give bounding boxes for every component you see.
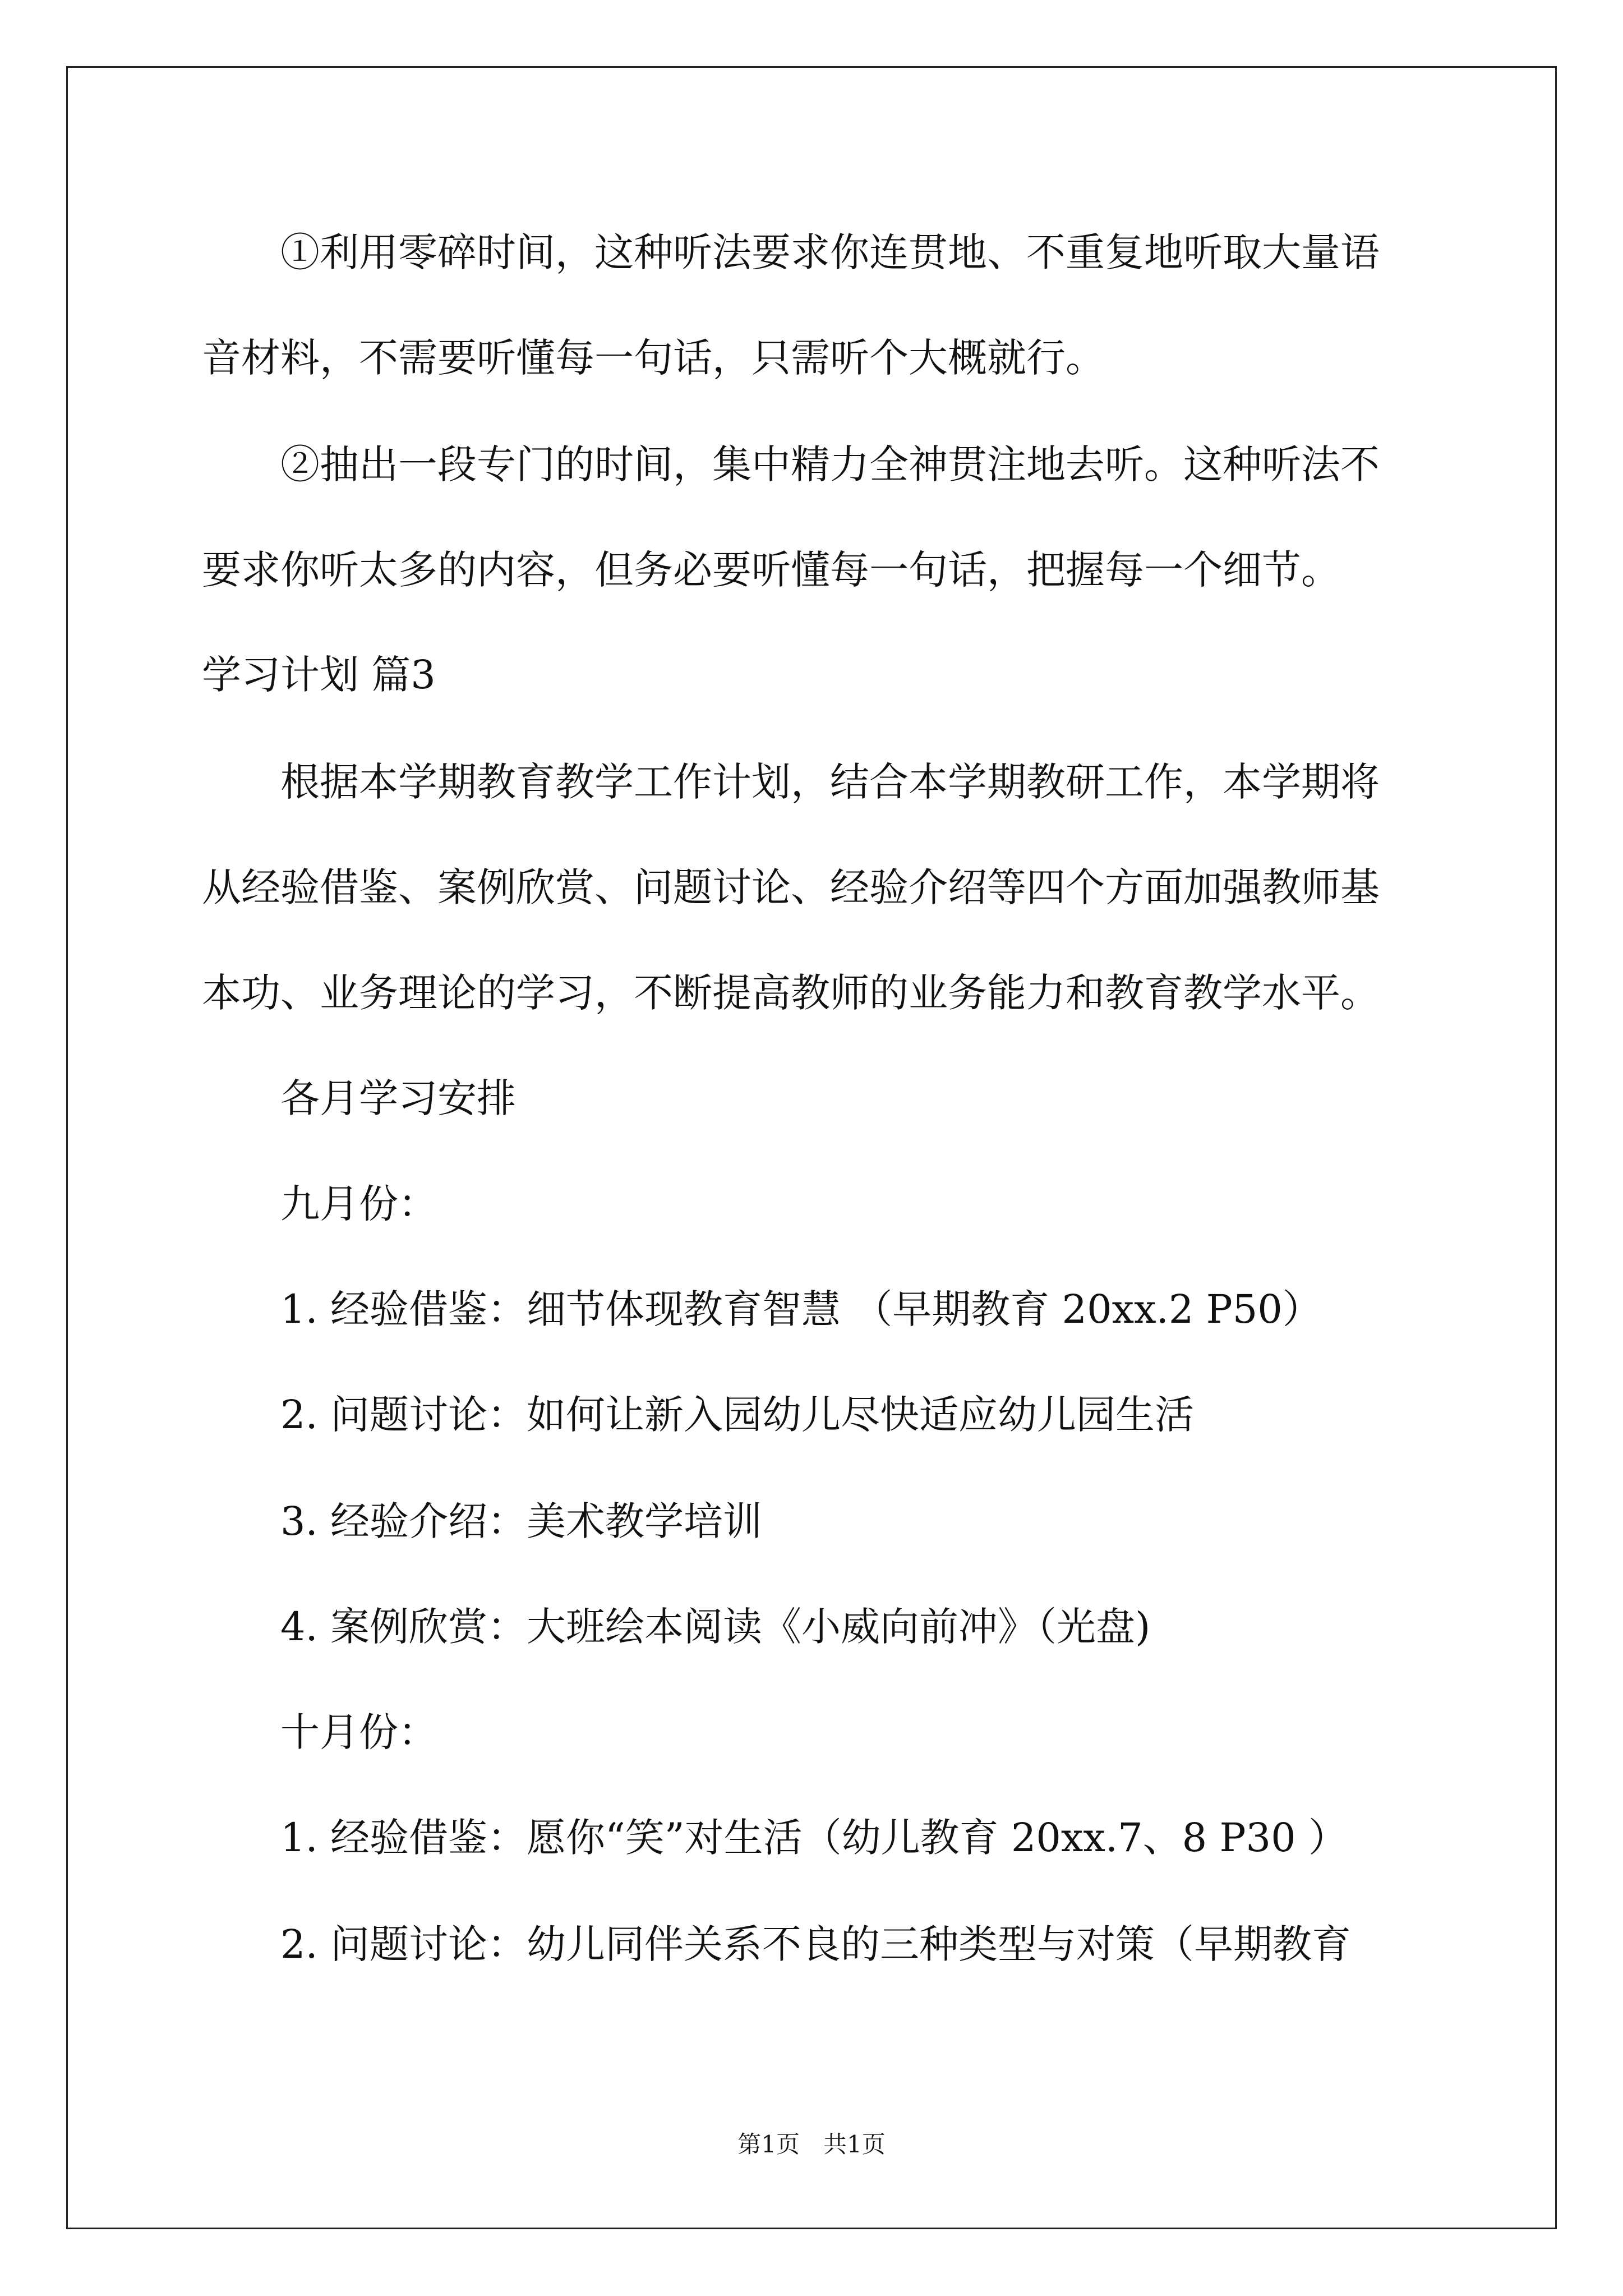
list-item: 1. 经验借鉴：细节体现教育智慧 （早期教育 20xx.2 P50）: [280, 1286, 1322, 1332]
paragraph-line: 从经验借鉴、案例欣赏、问题讨论、经验介绍等四个方面加强教师基: [202, 864, 1380, 910]
paragraph-line: ①利用零碎时间，这种听法要求你连贯地、不重复地听取大量语: [280, 229, 1380, 275]
paragraph-line: ②抽出一段专门的时间，集中精力全神贯注地去听。这种听法不: [280, 441, 1380, 487]
list-item: 3. 经验介绍：美术教学培训: [280, 1498, 763, 1544]
list-item: 2. 问题讨论：如何让新入园幼儿尽快适应幼儿园生活: [280, 1392, 1195, 1438]
month-label: 十月份：: [280, 1709, 437, 1755]
list-item: 1. 经验借鉴：愿你“笑”对生活（幼儿教育 20xx.7、8 P30 ）: [280, 1815, 1348, 1861]
section-heading: 学习计划 篇3: [202, 652, 436, 698]
paragraph-line: 要求你听太多的内容，但务必要听懂每一句话，把握每一个细节。: [202, 547, 1340, 593]
list-item: 2. 问题讨论：幼儿同伴关系不良的三种类型与对策（早期教育: [280, 1921, 1352, 1967]
paragraph-line: 音材料，不需要听懂每一句话，只需听个大概就行。: [202, 335, 1105, 381]
page-border: [66, 66, 1557, 2229]
paragraph-line: 根据本学期教育教学工作计划，结合本学期教研工作，本学期将: [280, 759, 1380, 805]
month-label: 九月份：: [280, 1181, 437, 1227]
list-item: 4. 案例欣赏：大班绘本阅读《小威向前冲》（光盘): [280, 1604, 1151, 1650]
paragraph-line: 本功、业务理论的学习，不断提高教师的业务能力和教育教学水平。: [202, 970, 1380, 1016]
subheading: 各月学习安排: [280, 1075, 516, 1121]
page-footer: 第1页 共1页: [737, 2131, 886, 2158]
